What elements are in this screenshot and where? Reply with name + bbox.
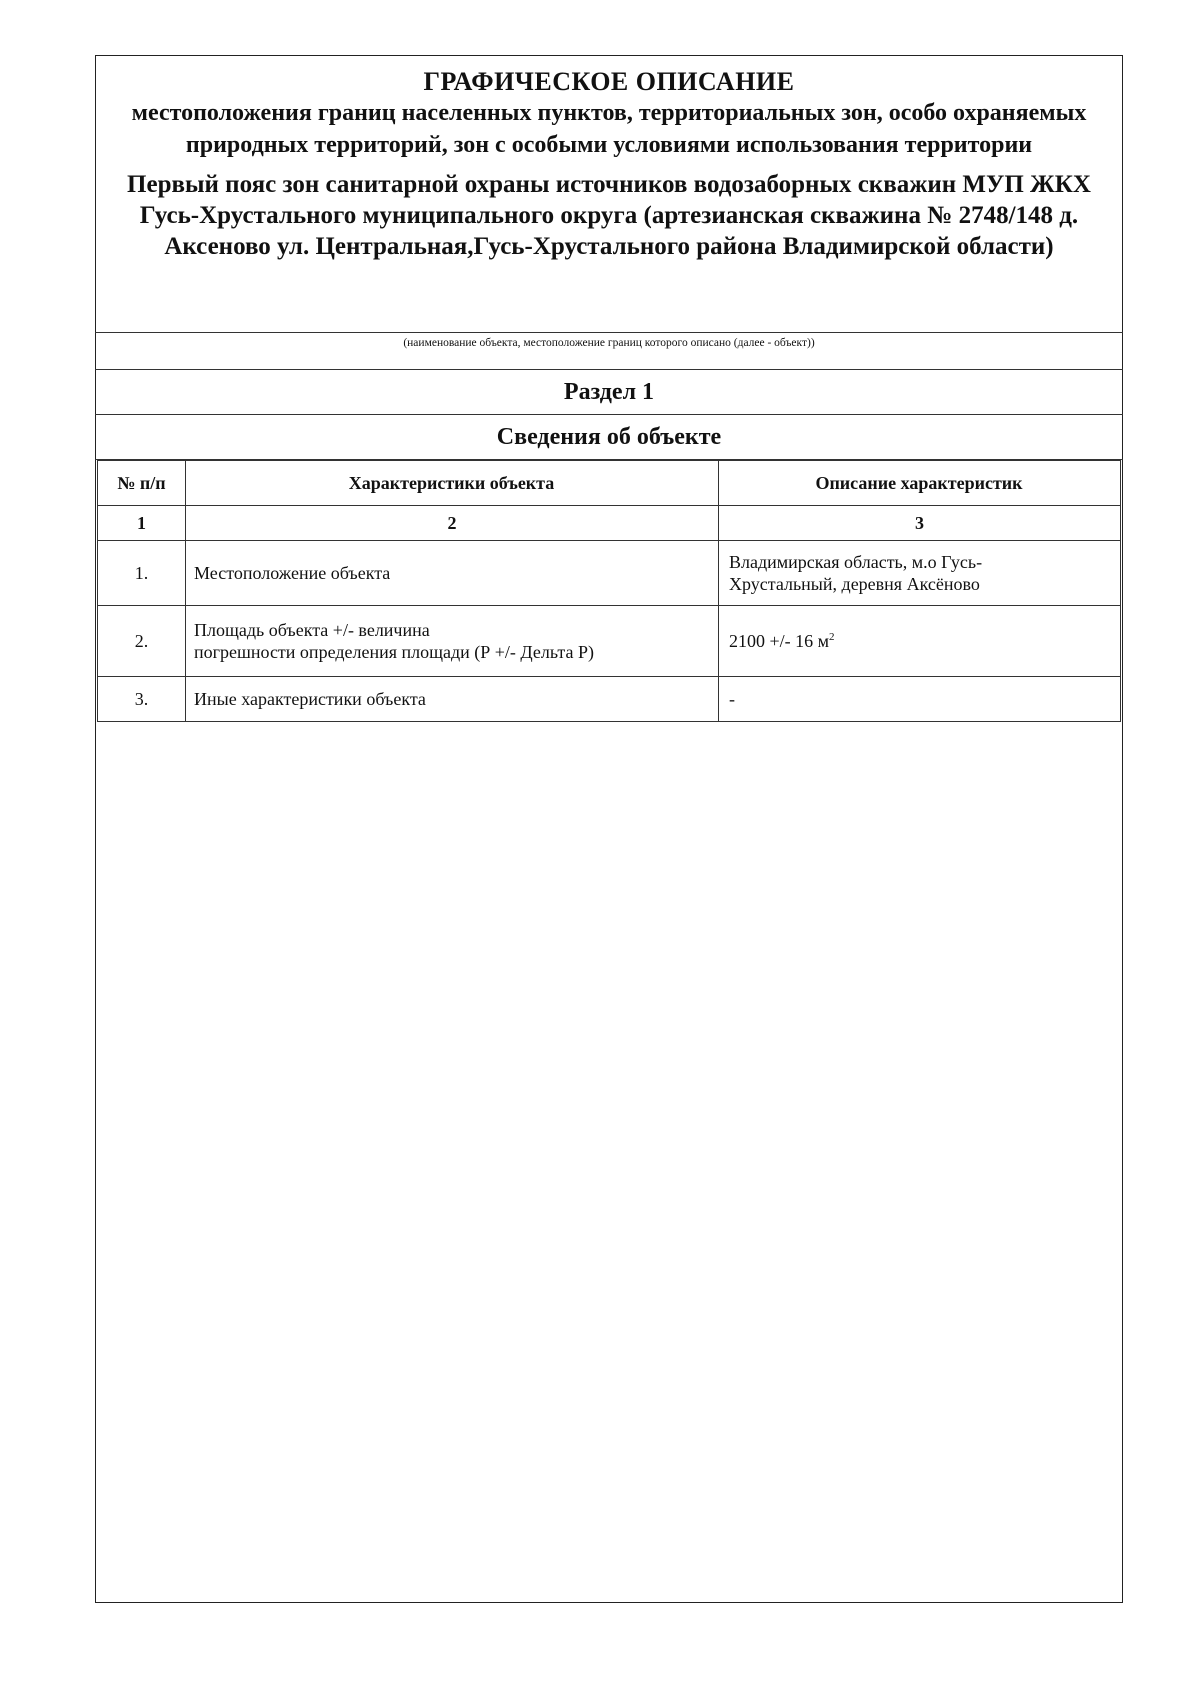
document-title: ГРАФИЧЕСКОЕ ОПИСАНИЕ xyxy=(423,67,795,96)
table-header-row xyxy=(98,461,1121,506)
area-value: 2100 +/- 16 м xyxy=(729,630,830,651)
row-description xyxy=(719,606,1121,677)
characteristic-text: Местоположение объекта xyxy=(194,562,391,583)
object-info-table xyxy=(97,460,1121,722)
row-number: 3. xyxy=(98,677,186,722)
row-characteristic xyxy=(186,541,719,606)
characteristic-line: Площадь объекта +/- величина xyxy=(194,620,430,640)
row-description xyxy=(719,541,1121,606)
description-text: - xyxy=(729,688,735,709)
page-border xyxy=(95,55,1123,1603)
characteristic-text: Иные характеристики объекта xyxy=(194,688,426,709)
row-characteristic xyxy=(186,677,719,722)
col-number: 2 xyxy=(186,506,719,541)
caption-text: (наименование объекта, местоположение границ которого описано (далее - объект)) xyxy=(403,337,815,349)
row-description xyxy=(719,677,1121,722)
col-number: 1 xyxy=(98,506,186,541)
object-name-caption xyxy=(95,332,1123,370)
object-name: Первый пояс зон санитарной охраны источников водозаборных скважин МУП ЖКХ Гусь-Хрустального муниципального округа (артезианская скважина № 2748/148 д. Аксеново ул. Центральная,Гусь-Хрустального района Владимирской области) xyxy=(127,171,1091,260)
document-subtitle: местоположения границ населенных пунктов, территориальных зон, особо охраняемых природных территорий, зон с особыми условиями использования территории xyxy=(131,100,1087,158)
table-row xyxy=(98,541,1121,606)
table-row xyxy=(98,606,1121,677)
col-number: 3 xyxy=(719,506,1121,541)
characteristic-line: погрешности определения площади (Р +/- Дельта Р) xyxy=(194,642,594,662)
column-number-row xyxy=(98,506,1121,541)
section-number: Раздел 1 xyxy=(95,370,1123,415)
area-unit-superscript: 2 xyxy=(829,630,835,643)
row-number: 2. xyxy=(98,606,186,677)
description-line: Владимирская область, м.о Гусь- xyxy=(729,552,983,572)
description-line: Хрустальный, деревня Аксёново xyxy=(729,574,980,594)
section-title: Сведения об объекте xyxy=(95,415,1123,460)
table-row xyxy=(98,677,1121,722)
row-number: 1. xyxy=(98,541,186,606)
document-header xyxy=(95,55,1123,262)
header-num: № п/п xyxy=(98,461,186,506)
header-characteristic: Характеристики объекта xyxy=(186,461,719,506)
header-description: Описание характеристик xyxy=(719,461,1121,506)
row-characteristic xyxy=(186,606,719,677)
